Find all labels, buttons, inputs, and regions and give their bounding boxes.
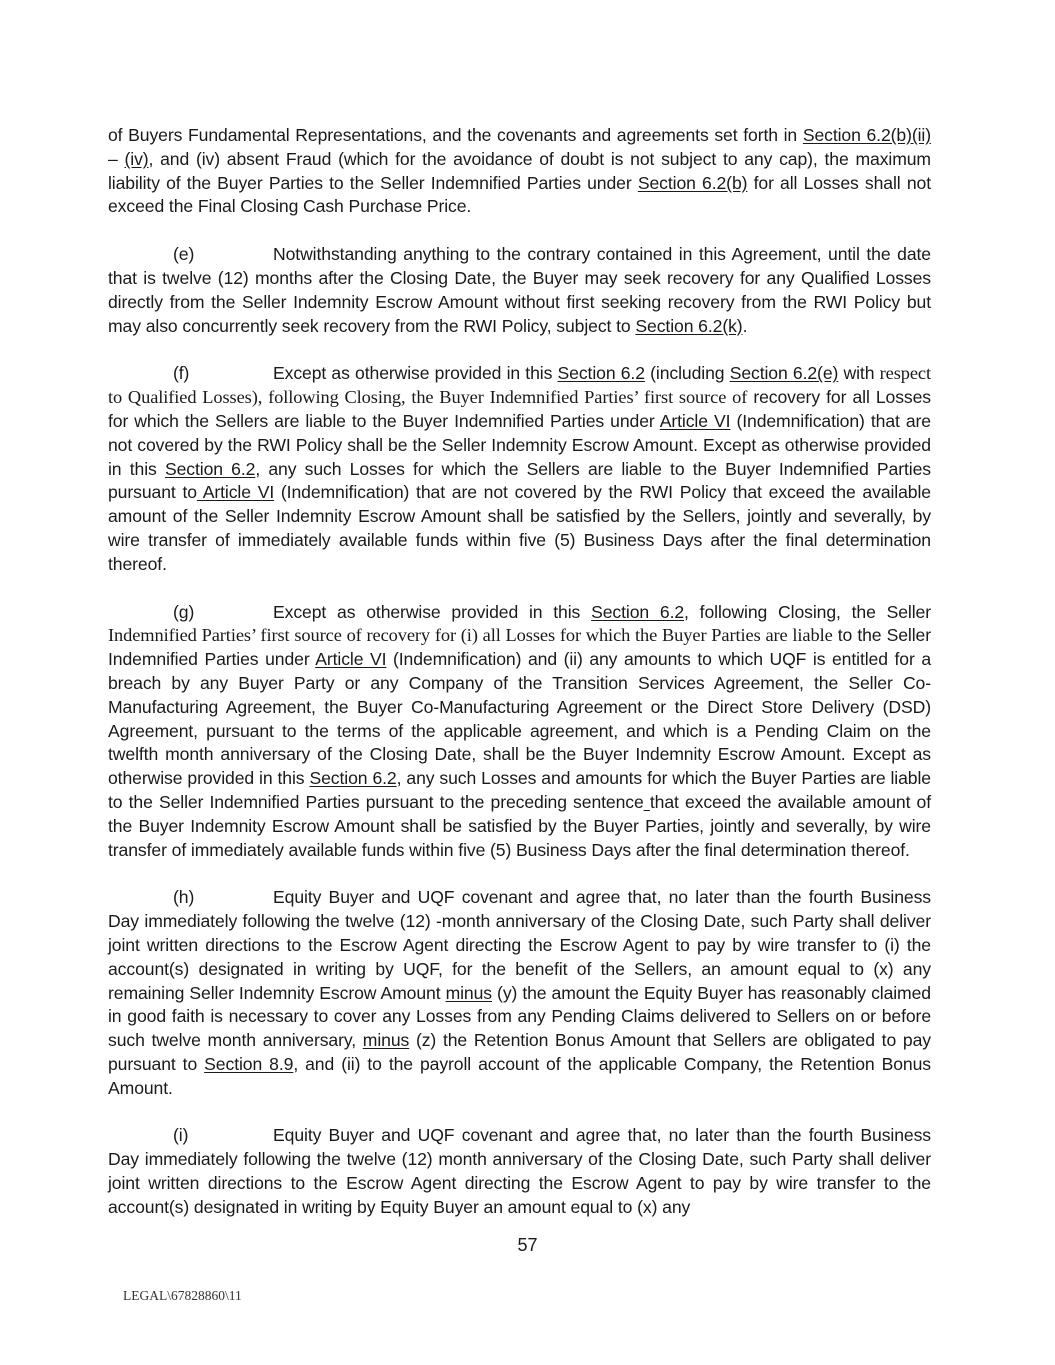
paragraph-number: (e) [173,244,195,265]
paragraph-g [108,601,931,863]
section-reference: Section 6.2(k) [635,315,743,336]
section-reference: (iv) [124,148,149,169]
text: (Indemnification) that are not covered by the RWI Policy that exceed the available amount of the Seller Indemnity Escrow Amount shall be satisfied by the Sellers, jointly and severally, by wire transfer of immediately available funds within five (5) Business Days after the final determination thereof. [108,482,931,574]
paragraph-f [108,362,931,576]
section-reference: Section 6.2 [309,768,397,789]
text: (z) the Retention Bonus Amount that Sellers are obligated to pay pursuant to [108,1030,931,1074]
text: Equity Buyer and UQF covenant and agree that, no later than the fourth Business Day immediately following the twelve (12) month anniversary of the Closing Date, such Party shall deliver joint written directions to the Escrow Agent directing the Escrow Agent to pay by wire transfer to the account(s) designated in writing by Equity Buyer an amount equal to (x) any [108,1125,931,1217]
paragraph-number: (f) [173,363,190,384]
text: respect to Qualified Losses), following Closing, the Buyer Indemnified Parties’ first source of [108,363,931,408]
paragraph-number: (i) [173,1125,189,1146]
article-reference: Article VI [196,482,275,503]
emphasis-term: minus [362,1030,410,1051]
paragraph-number: (g) [173,601,195,622]
section-reference: Section 6.2 [557,363,645,384]
text: Indemnified Parties’ first source of recovery for (i) all Losses for which the Buyer Parties are liable [108,625,833,646]
text: . [742,315,748,336]
text: , following Closing, the Seller [684,601,931,622]
text: – [108,148,125,169]
text: (including [644,363,730,384]
document-id-footer: LEGAL\67828860\11 [123,1288,242,1303]
text: (Indemnification) and (ii) any amounts to which UQF is entitled for a breach by any Buyer Party or any Company of the Transition Services Agreement, the Seller Co-Manufacturing Agreement, the Buyer Co-Manufacturing Agreement or the Direct Store Delivery (DSD) Agreement, pursuant to the terms of the applicable agreement, and which is a Pending Claim on the twelfth month anniversary of the Closing Date, shall be the Buyer Indemnity Escrow Amount. Except as otherwise provided in this [108,649,932,789]
text: to the Seller Indemnified Parties under [108,625,931,670]
text: for all Losses shall not exceed the Final Closing Cash Purchase Price. [108,172,931,217]
text: , and (iv) absent Fraud (which for the avoidance of doubt is not subject to any cap), the maximum liability of the Buyer Parties to the Seller Indemnified Parties under [108,148,931,193]
paragraph-number: (h) [173,887,195,908]
text: , any such Losses and amounts for which the Buyer Parties are liable to the Seller Indemnified Parties pursuant to the preceding sentence [108,768,931,812]
text: Except as otherwise provided in this [273,363,558,384]
paragraph-i [108,1124,931,1219]
section-reference: Section 6.2 [164,458,256,479]
paragraph-e [108,243,931,338]
section-reference: Section 8.9 [204,1053,294,1074]
text: , any such Losses for which the Sellers are liable to the Buyer Indemnified Parties pursuant to [108,458,931,503]
text: (y) the amount the Equity Buyer has reasonably claimed in good faith is necessary to cover any Losses from any Pending Claims delivered to Sellers on or before such twelve month anniversary, [108,982,931,1051]
text: that exceed the available amount of the Buyer Indemnity Escrow Amount shall be satisfied by the Buyer Parties, jointly and severally, by wire transfer of immediately available funds within five (5) Business Days after the final determination thereof. [108,791,931,860]
text: Equity Buyer and UQF covenant and agree that, no later than the fourth Business Day immediately following the twelve (12) -month anniversary of the Closing Date, such Party shall deliver joint written directions to the Escrow Agent directing the Escrow Agent to pay by wire transfer to (i) the account(s) designated in writing by UQF, for the benefit of the Sellers, an amount equal to (x) any remaining Seller Indemnity Escrow Amount [108,887,931,1003]
section-reference: Section 6.2(b) [637,172,748,193]
document-body [108,124,931,1244]
text: Notwithstanding anything to the contrary contained in this Agreement, until the date that is twelve (12) months after the Closing Date, the Buyer may seek recovery for any Qualified Losses directly from the Seller Indemnity Escrow Amount without first seeking recovery from the RWI Policy but may also concurrently seek recovery from the RWI Policy, subject to [108,244,931,336]
section-reference: Section 6.2(e) [729,363,839,384]
text: of Buyers Fundamental Representations, and the covenants and agreements set forth in [108,125,803,145]
text: Except as otherwise provided in this [273,601,592,622]
page-number: 57 [517,1235,538,1255]
text: with [838,363,880,384]
section-reference: Section 6.2 [591,601,685,622]
paragraph-continuation [108,124,931,219]
section-reference: Section 6.2(b)(ii) [802,125,931,145]
article-reference: Article VI [659,410,731,431]
emphasis-term: minus [445,982,492,1003]
paragraph-h [108,886,931,1100]
text: , and (ii) to the payroll account of the applicable Company, the Retention Bonus Amount. [108,1053,932,1098]
text: (Indemnification) that are not covered by the RWI Policy shall be the Seller Indemnity Escrow Amount. Except as otherwise provided in this [108,410,931,479]
text: recovery for all Losses for which the Sellers are liable to the Buyer Indemnified Parties under [108,387,931,431]
article-reference: Article VI [315,649,387,670]
